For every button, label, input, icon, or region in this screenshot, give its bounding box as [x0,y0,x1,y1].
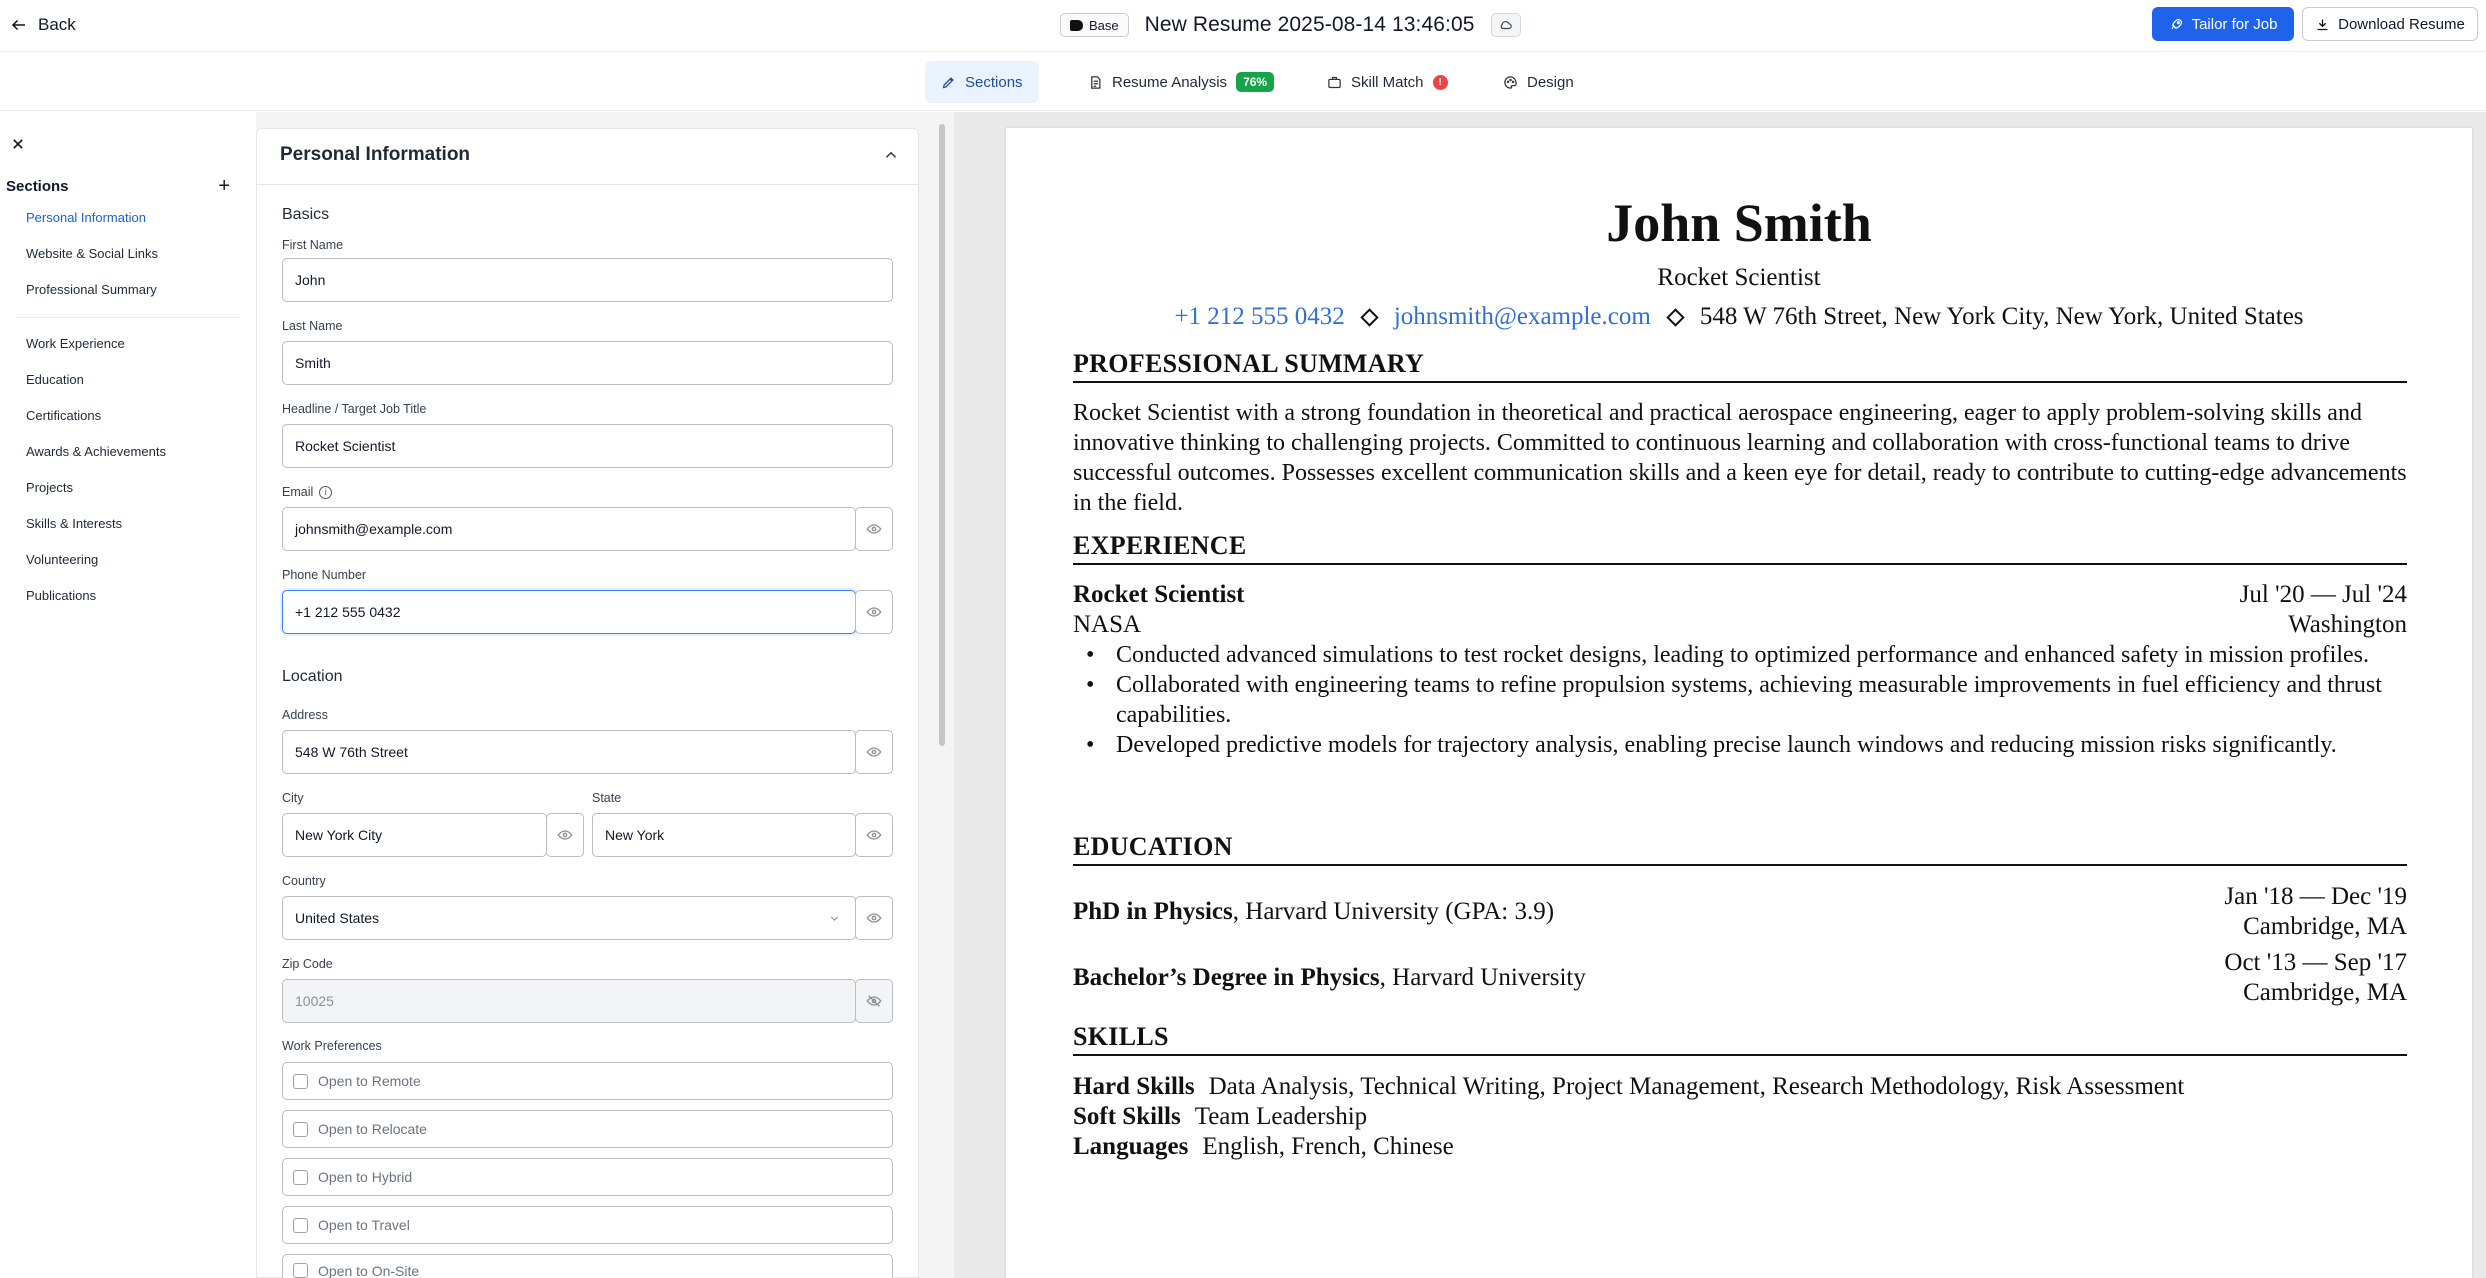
education-school: , Harvard University [1379,964,1586,991]
tag-icon [1070,20,1083,31]
checkbox-icon [293,1074,308,1089]
skill-value: English, French, Chinese [1202,1133,1454,1160]
resume-email-link[interactable]: johnsmith@example.com [1393,303,1651,330]
education-entry [1073,948,2407,1008]
open-to-hybrid-checkbox[interactable] [282,1158,893,1196]
skill-value: Team Leadership [1194,1103,1368,1130]
experience-heading: EXPERIENCE [1073,531,2407,565]
open-to-travel-label: Open to Travel [318,1217,410,1233]
skill-value: Data Analysis, Technical Writing, Project Management, Research Methodology, Risk Assessment [1208,1073,2185,1100]
checkbox-icon [293,1218,308,1233]
skill-label: Languages [1073,1133,1189,1160]
headline-label: Headline / Target Job Title [282,402,427,416]
education-dates: Oct '13 — Sep '17 [2224,949,2407,976]
document-title[interactable]: New Resume 2025-08-14 13:46:05 [1144,13,1475,36]
skill-row-soft [1073,1102,1367,1132]
tab-design[interactable] [1487,61,1590,103]
zip-input[interactable]: 10025 [282,979,856,1023]
state-label: State [592,791,622,805]
location-heading: Location [282,668,343,685]
email-label-row [282,485,332,499]
city-input[interactable]: New York City [282,813,547,857]
add-section-button[interactable]: + [218,175,230,197]
open-to-remote-label: Open to Remote [318,1073,421,1089]
eye-off-icon [866,993,882,1009]
email-input[interactable]: johnsmith@example.com [282,507,856,551]
resume-phone-link[interactable]: +1 212 555 0432 [1174,303,1345,330]
state-input[interactable]: New York [592,813,856,857]
tab-skill-match-label: Skill Match [1351,73,1424,91]
briefcase-icon [1327,75,1342,90]
tab-sections[interactable] [925,61,1039,103]
card-title: Personal Information [280,144,471,165]
education-location: Cambridge, MA [2243,979,2407,1006]
sections-heading: Sections [6,177,69,195]
sidebar-item-education[interactable]: Education [26,372,84,387]
sidebar-item-website-social-links[interactable]: Website & Social Links [26,246,158,261]
skill-label: Hard Skills [1073,1073,1195,1100]
country-label: Country [282,874,326,888]
education-heading: EDUCATION [1073,832,2407,866]
download-icon [2315,17,2330,32]
open-to-relocate-label: Open to Relocate [318,1121,427,1137]
email-visibility-toggle[interactable] [855,507,893,551]
resume-name: John Smith [1606,193,1872,253]
summary-text: Rocket Scientist with a strong foundation in theoretical and practical aerospace engineering, eager to apply problem-solving skills and innovative thinking to challenging projects. Committed to continuous learning and collaboration with cross-functional teams to drive successful outcomes. Possesses excellent communication skills and a keen eye for detail, ready to contribute to cutting-edge advancements in the field. [1073,400,2407,516]
base-badge [1060,13,1129,37]
form-scrollbar-thumb[interactable] [939,124,945,746]
card-divider [256,184,919,185]
sidebar-item-certifications[interactable]: Certifications [26,408,102,423]
card-header[interactable] [280,144,900,166]
open-to-relocate-checkbox[interactable] [282,1110,893,1148]
address-label: Address [282,708,328,722]
education-degree: PhD in Physics [1073,898,1233,925]
eye-icon [866,521,882,537]
open-to-on-site-checkbox[interactable] [282,1254,893,1278]
sidebar-item-awards-achievements[interactable]: Awards & Achievements [26,444,166,459]
sections-sidebar [0,112,256,1278]
resume-page [1006,128,2472,1278]
first-name-label: First Name [282,238,344,252]
tab-resume-analysis[interactable] [1072,61,1290,103]
country-select[interactable] [282,896,856,940]
eye-icon [866,604,882,620]
job-company-row [1073,610,2407,640]
chevron-up-icon[interactable] [882,146,900,164]
skill-label: Soft Skills [1073,1103,1181,1130]
sidebar-item-professional-summary[interactable]: Professional Summary [26,282,157,297]
list-item: • Conducted advanced simulations to test rocket designs, leading to optimized performance and enhanced safety in mission profiles. [1073,640,2407,670]
open-to-travel-checkbox[interactable] [282,1206,893,1244]
open-to-on-site-label: Open to On-Site [318,1263,420,1278]
city-label: City [282,791,304,805]
download-resume-button[interactable] [2302,7,2478,41]
city-visibility-toggle[interactable] [546,813,584,857]
basics-heading: Basics [282,206,330,223]
last-name-input[interactable]: Smith [282,341,893,385]
sidebar-item-work-experience[interactable]: Work Experience [26,336,125,351]
top-bar [0,0,2486,52]
resume-address: 548 W 76th Street, New York City, New York, United States [1699,303,2304,330]
resume-contact-line [1006,303,2472,331]
eye-icon [557,827,573,843]
sidebar-item-publications[interactable]: Publications [26,588,97,603]
tailor-label: Tailor for Job [2191,15,2278,33]
tab-design-label: Design [1527,73,1574,91]
sections-header [6,176,230,196]
job-bullets [1073,640,2407,760]
headline-input[interactable]: Rocket Scientist [282,424,893,468]
resume-title: Rocket Scientist [1657,264,1821,291]
sidebar-item-projects[interactable]: Projects [26,480,73,495]
tab-analysis-label: Resume Analysis [1112,73,1228,91]
tailor-for-job-button[interactable] [2152,7,2294,41]
checkbox-icon [293,1263,308,1278]
education-meta [2224,948,2407,1008]
education-entry [1073,882,2407,942]
skill-row-languages [1073,1132,1454,1162]
address-input[interactable]: 548 W 76th Street [282,730,856,774]
info-icon[interactable]: i [319,486,332,499]
checkbox-icon [293,1170,308,1185]
sidebar-item-volunteering[interactable]: Volunteering [26,552,99,567]
phone-input[interactable]: +1 212 555 0432 [282,590,856,634]
sidebar-item-personal-information[interactable]: Personal Information [26,210,146,225]
email-label: Email [282,485,314,499]
skill-row-hard [1073,1072,2184,1102]
open-to-remote-checkbox[interactable] [282,1062,893,1100]
pencil-icon [941,75,956,90]
skills-heading: SKILLS [1073,1022,2407,1056]
palette-icon [1503,75,1518,90]
checkbox-icon [293,1122,308,1137]
skill-alert-badge: ! [1433,75,1448,90]
back-button[interactable] [4,10,82,40]
back-label: Back [38,15,76,34]
education-location: Cambridge, MA [2243,913,2407,940]
close-icon[interactable] [8,134,28,154]
list-item: • Collaborated with engineering teams to refine propulsion systems, achieving measurable improvements in fuel efficiency and thrust capabilities. [1073,670,2407,730]
sidebar-item-skills-interests[interactable]: Skills & Interests [26,516,123,531]
list-item: • Developed predictive models for trajectory analysis, enabling precise launch windows and reducing mission risks significantly. [1073,730,2407,760]
job-location: Washington [2288,611,2407,638]
work-preferences-label: Work Preferences [282,1039,382,1053]
diamond-separator-icon [1360,308,1378,326]
diamond-separator-icon [1666,308,1684,326]
education-school: , Harvard University (GPA: 3.9) [1232,898,1555,925]
tab-skill-match[interactable] [1311,61,1464,103]
analysis-score-badge: 76% [1236,72,1274,92]
education-meta [2224,882,2407,942]
cloud-sync-button[interactable] [1491,13,1521,37]
eye-icon [866,744,882,760]
job-role: Rocket Scientist [1073,581,1245,608]
education-degree-line [1073,897,1554,927]
state-visibility-toggle[interactable] [855,813,893,857]
phone-label: Phone Number [282,568,367,582]
download-label: Download Resume [2338,15,2465,33]
job-header-row [1073,580,2407,610]
last-name-label: Last Name [282,319,343,333]
arrow-left-icon [10,16,28,34]
cloud-icon [1499,18,1513,32]
country-value: United States [295,910,380,926]
job-company: NASA [1073,611,1142,638]
education-degree-line [1073,963,1586,993]
document-icon [1088,75,1103,90]
base-label: Base [1089,17,1119,33]
zip-visibility-toggle[interactable] [855,979,893,1023]
summary-heading: PROFESSIONAL SUMMARY [1073,349,2407,383]
tab-sections-label: Sections [965,73,1023,91]
phone-visibility-toggle[interactable] [855,590,893,634]
open-to-hybrid-label: Open to Hybrid [318,1169,413,1185]
eye-icon [866,910,882,926]
rocket-icon [2169,17,2184,32]
zip-label: Zip Code [282,957,333,971]
sidebar-divider [16,317,240,318]
job-dates: Jul '20 — Jul '24 [2239,581,2407,608]
country-visibility-toggle[interactable] [855,896,893,940]
eye-icon [866,827,882,843]
education-degree: Bachelor’s Degree in Physics [1073,964,1380,991]
tab-bar [0,53,2486,111]
chevron-down-icon [828,912,841,925]
address-visibility-toggle[interactable] [855,730,893,774]
title-group [1060,8,1521,42]
education-dates: Jan '18 — Dec '19 [2224,883,2407,910]
first-name-input[interactable]: John [282,258,893,302]
